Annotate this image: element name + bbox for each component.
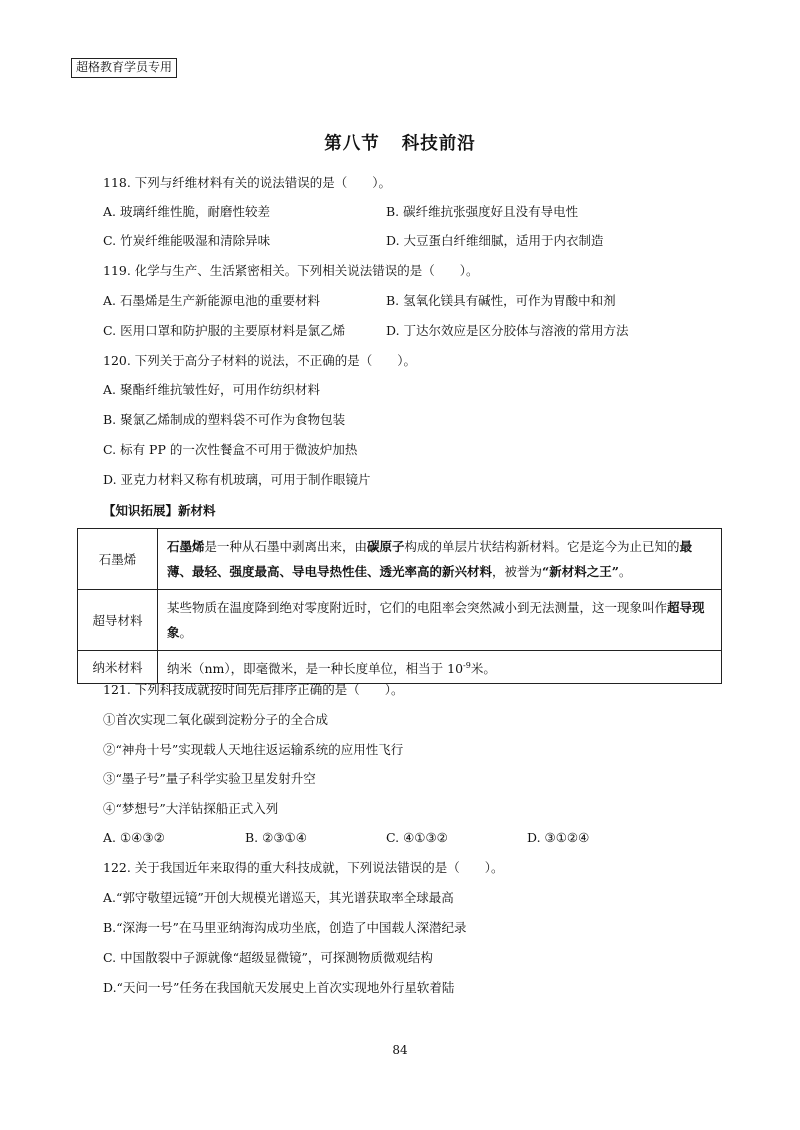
q118-option-b: B. 碳纤维抗张强度好且没有导电性 (386, 204, 579, 219)
table-row (78, 590, 722, 651)
q120-option-c: C. 标有 PP 的一次性餐盒不可用于微波炉加热 (103, 442, 358, 457)
definition-superconductor: 某些物质在温度降到绝对零度附近时，它们的电阻率会突然减小到无法测量，这一现象叫作超导现象。 (158, 590, 722, 651)
q121-item-3: ③“墨子号”量子科学实验卫星发射升空 (103, 771, 316, 786)
q122-stem: 122. 关于我国近年来取得的重大科技成就，下列说法错误的是（ ）。 (103, 860, 504, 875)
term-graphene: 石墨烯 (78, 529, 158, 590)
q121-option-d: D. ③①②④ (527, 830, 590, 845)
q121-item-2: ②“神舟十号”实现载人天地往返运输系统的应用性飞行 (103, 742, 404, 757)
term-nanomaterial: 纳米材料 (78, 651, 158, 684)
watermark-stamp: 超格教育学员专用 (71, 58, 177, 78)
q120-option-b: B. 聚氯乙烯制成的塑料袋不可作为食物包装 (103, 412, 346, 427)
q121-option-c: C. ④①③② (386, 830, 448, 845)
knowledge-extension-label: 【知识拓展】新材料 (103, 503, 216, 518)
q121-item-1: ①首次实现二氧化碳到淀粉分子的全合成 (103, 712, 329, 727)
section-name: 科技前沿 (401, 134, 476, 154)
q120-option-d: D. 亚克力材料又称有机玻璃，可用于制作眼镜片 (103, 472, 371, 487)
q119-stem: 119. 化学与生产、生活紧密相关。下列相关说法错误的是（ ）。 (103, 263, 479, 278)
q119-option-b: B. 氢氧化镁具有碱性，可作为胃酸中和剂 (386, 293, 616, 308)
q121-option-a: A. ①④③② (103, 830, 165, 845)
q120-option-a: A. 聚酯纤维抗皱性好，可用作纺织材料 (103, 382, 320, 397)
table-row (78, 529, 722, 590)
section-title (0, 130, 800, 155)
page-number: 84 (392, 1043, 408, 1057)
q122-option-b: B.“深海一号”在马里亚纳海沟成功坐底，创造了中国载人深潜纪录 (103, 920, 467, 935)
q122-option-a: A.“郭守敬望远镜”开创大规模光谱巡天，其光谱获取率全球最高 (103, 890, 454, 905)
table-row (78, 651, 722, 684)
q118-stem: 118. 下列与纤维材料有关的说法错误的是（ ）。 (103, 175, 392, 190)
definition-nanomaterial: 纳米（nm），即毫微米，是一种长度单位，相当于 $10^{-9}$米。 (158, 651, 722, 684)
q118-option-a: A. 玻璃纤维性脆，耐磨性较差 (103, 204, 270, 219)
q118-option-d: D. 大豆蛋白纤维细腻，适用于内衣制造 (386, 233, 604, 248)
q121-item-4: ④“梦想号”大洋钻探船正式入列 (103, 801, 279, 816)
q119-option-c: C. 医用口罩和防护服的主要原材料是氯乙烯 (103, 323, 346, 338)
q119-option-a: A. 石墨烯是生产新能源电池的重要材料 (103, 293, 320, 308)
knowledge-table (77, 528, 722, 684)
q122-option-d: D.“天问一号”任务在我国航天发展史上首次实现地外行星软着陆 (103, 980, 455, 995)
definition-graphene: 石墨烯是一种从石墨中剥离出来，由碳原子构成的单层片状结构新材料。它是迄今为止已知的最薄、最轻、强度最高、导电导热性佳、透光率高的新兴材料，被誉为“新材料之王”。 (158, 529, 722, 590)
section-number: 第八节 (324, 134, 380, 154)
q118-option-c: C. 竹炭纤维能吸湿和清除异味 (103, 233, 271, 248)
term-superconductor: 超导材料 (78, 590, 158, 651)
q121-option-b: B. ②③①④ (245, 830, 307, 845)
q122-option-c: C. 中国散裂中子源就像“超级显微镜”，可探测物质微观结构 (103, 950, 433, 965)
q119-option-d: D. 丁达尔效应是区分胶体与溶液的常用方法 (386, 323, 629, 338)
q120-stem: 120. 下列关于高分子材料的说法，不正确的是（ ）。 (103, 353, 417, 368)
q121-stem: 121. 下列科技成就按时间先后排序正确的是（ ）。 (103, 682, 404, 697)
